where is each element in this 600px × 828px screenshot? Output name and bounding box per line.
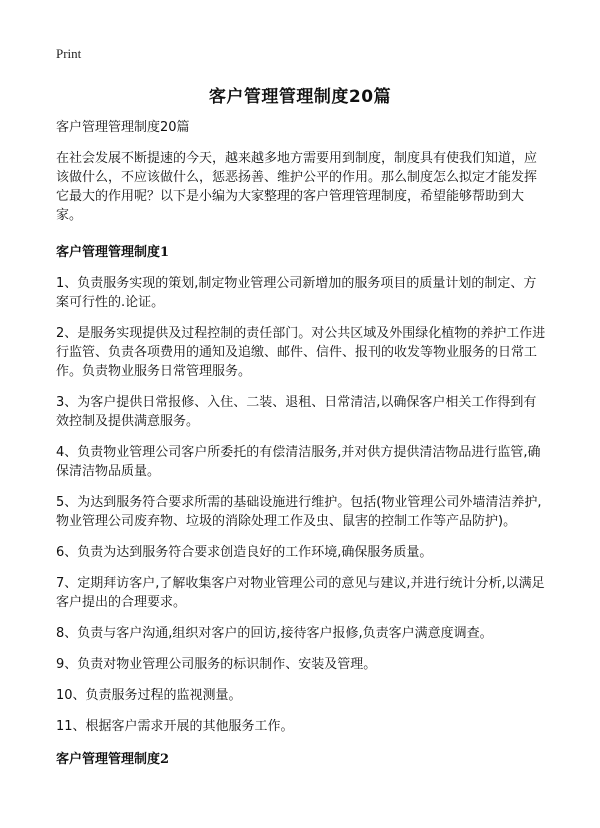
list-item: 2、是服务实现提供及过程控制的责任部门。对公共区域及外围绿化植物的养护工作进行监管、负责各项费用的通知及追缴、邮件、信件、报刊的收发等物业服务的日常工作。负责物业服务日常管理服务。 xyxy=(56,326,546,379)
section-heading-2: 客户管理管理制度2 xyxy=(56,752,170,767)
document-body xyxy=(56,118,548,781)
print-link[interactable]: Print xyxy=(56,46,82,61)
document-subtitle: 客户管理管理制度20篇 xyxy=(56,120,190,135)
section-heading-1: 客户管理管理制度1 xyxy=(56,245,170,260)
list-item: 6、负责为达到服务符合要求创造良好的工作环境,确保服务质量。 xyxy=(56,545,433,560)
list-item: 5、为达到服务符合要求所需的基础设施进行维护。包括(物业管理公司外墙清洁养护,物业管理公司废弃物、垃圾的消除处理工作及虫、鼠害的控制工作等产品防护)。 xyxy=(56,495,542,529)
list-item: 8、负责与客户沟通,组织对客户的回访,接待客户报修,负责客户满意度调查。 xyxy=(56,626,493,641)
page-title: 客户管理管理制度20篇 xyxy=(208,87,392,107)
list-item: 1、负责服务实现的策划,制定物业管理公司新增加的服务项目的质量计划的制定、方案可行性的.论证。 xyxy=(56,276,537,310)
intro-paragraph: 在社会发展不断提速的今天，越来越多地方需要用到制度，制度具有使我们知道，应该做什么，不应该做什么，惩恶扬善、维护公平的作用。那么制度怎么拟定才能发挥它最大的作用呢？以下是小编为大家整理的客户管理管理制度，希望能够帮助到大家。 xyxy=(56,151,538,223)
list-item: 9、负责对物业管理公司服务的标识制作、安装及管理。 xyxy=(56,657,377,672)
list-item: 7、定期拜访客户,了解收集客户对物业管理公司的意见与建议,并进行统计分析,以满足客户提出的合理要求。 xyxy=(56,576,545,610)
list-item: 10、负责服务过程的监视测量。 xyxy=(56,688,242,703)
list-item: 3、为客户提供日常报修、入住、二装、退租、日常清洁,以确保客户相关工作得到有效控制及提供满意服务。 xyxy=(56,395,537,429)
list-item: 4、负责物业管理公司客户所委托的有偿清洁服务,并对供方提供清洁物品进行监管,确保清洁物品质量。 xyxy=(56,445,541,479)
list-item: 11、根据客户需求开展的其他服务工作。 xyxy=(56,719,294,734)
